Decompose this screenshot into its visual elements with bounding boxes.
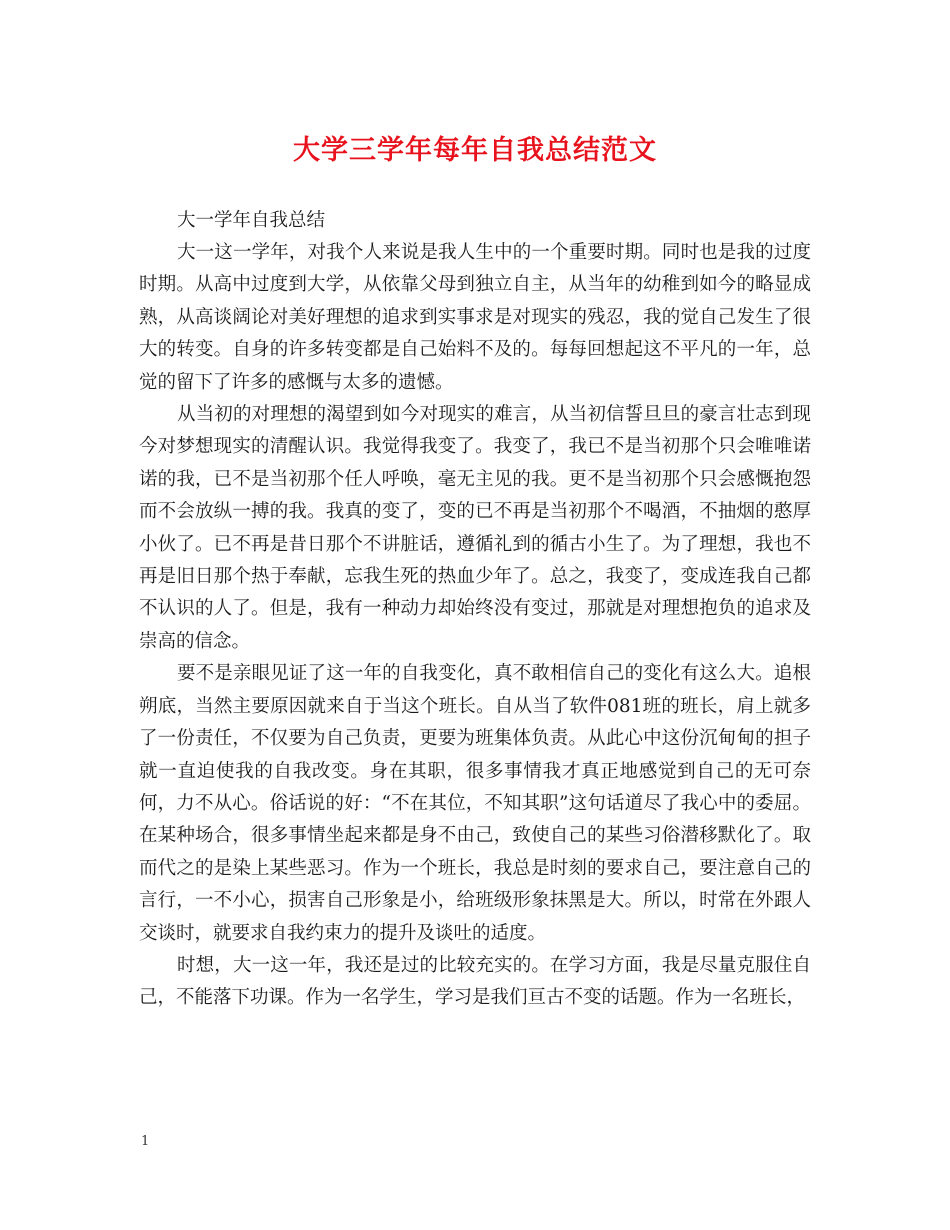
section-heading: 大一学年自我总结 <box>177 210 326 231</box>
paragraph-4: 时想，大一这一年，我还是过的比较充实的。在学习方面，我是尽量克服住自己，不能落下功课。作为一名学生，学习是我们亘古不变的话题。作为一名班长， <box>139 954 811 1009</box>
document-body <box>139 205 811 1015</box>
paragraph-1: 大一这一学年，对我个人来说是我人生中的一个重要时期。同时也是我的过度时期。从高中过度到大学，从依靠父母到独立自主，从当年的幼稚到如今的略显成熟，从高谈阔论对美好理想的追求到实事求是对现实的残忍，我的觉自己发生了很大的转变。自身的许多转变都是自己始料不及的。每每回想起这不平凡的一年，总觉的留下了许多的感慨与太多的遗憾。 <box>139 242 811 393</box>
page-number: 1 <box>141 1134 150 1149</box>
paragraph-2: 从当初的对理想的渴望到如今对现实的难言，从当初信誓旦旦的豪言壮志到现今对梦想现实的清醒认识。我觉得我变了。我变了，我已不是当初那个只会唯唯诺诺的我，已不是当初那个任人呼唤，毫无主见的我。更不是当初那个只会感慨抱怨而不会放纵一搏的我。我真的变了，变的已不再是当初那个不喝酒，不抽烟的憨厚小伙了。已不再是昔日那个不讲脏话，遵循礼到的循古小生了。为了理想，我也不再是旧日那个热于奉献，忘我生死的热血少年了。总之，我变了，变成连我自己都不认识的人了。但是，我有一种动力却始终没有变过，那就是对理想抱负的追求及崇高的信念。 <box>139 404 811 652</box>
document-title: 大学三学年每年自我总结范文 <box>293 135 657 166</box>
paragraph-3: 要不是亲眼见证了这一年的自我变化，真不敢相信自己的变化有这么大。追根朔底，当然主要原因就来自于当这个班长。自从当了软件081班的班长，肩上就多了一份责任，不仅要为自己负责，更要为班集体负责。从此心中这份沉甸甸的担子就一直迫使我的自我改变。身在其职，很多事情我才真正地感觉到自己的无可奈何，力不从心。俗话说的好：“不在其位，不知其职”这句话道尽了我心中的委屈。在某种场合，很多事情坐起来都是身不由己，致使自己的某些习俗潜移默化了。取而代之的是染上某些恶习。作为一个班长，我总是时刻的要求自己，要注意自己的言行，一不小心，损害自己形象是小，给班级形象抹黑是大。所以，时常在外跟人交谈时，就要求自我约束力的提升及谈吐的适度。 <box>139 663 811 944</box>
